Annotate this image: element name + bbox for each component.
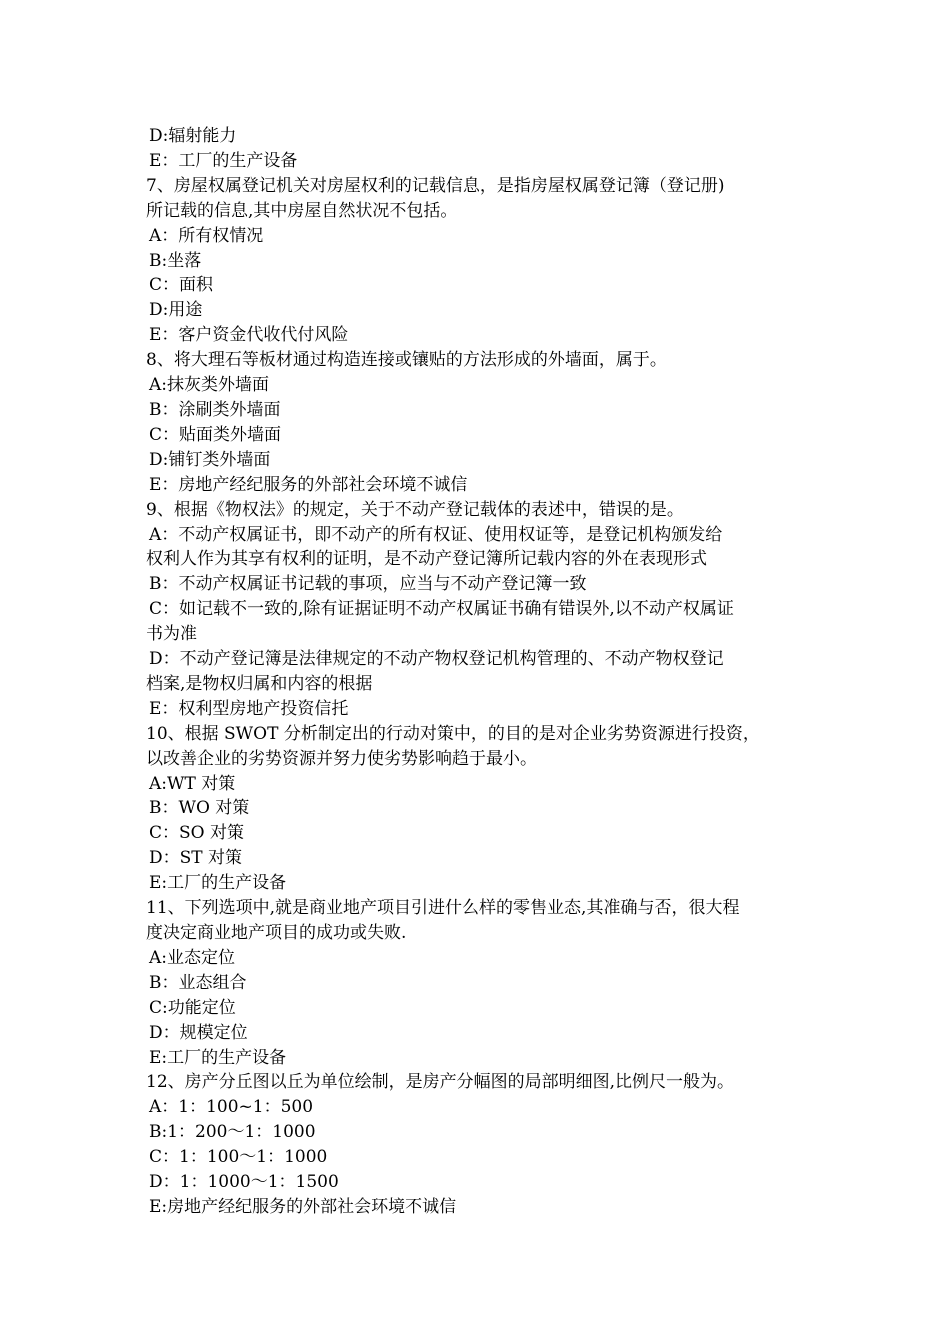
question-text-line: 9、根据《物权法》的规定，关于不动产登记载体的表述中，错误的是。: [146, 499, 684, 520]
answer-option-line: D：ST 对策: [149, 848, 243, 869]
answer-option-line: A:业态定位: [149, 947, 236, 968]
question-text-line: 以改善企业的劣势资源并努力使劣势影响趋于最小。: [146, 748, 537, 769]
question-text-line: 7、房屋权属登记机关对房屋权利的记载信息，是指房屋权属登记簿（登记册): [146, 175, 725, 196]
answer-option-line: E：工厂的生产设备: [149, 150, 298, 171]
answer-option-line: B：不动产权属证书记载的事项，应当与不动产登记簿一致: [149, 574, 587, 595]
answer-option-line: E:工厂的生产设备: [149, 1047, 287, 1068]
answer-option-line: D：1：1000～1：1500: [149, 1172, 339, 1193]
answer-option-line: A:抹灰类外墙面: [149, 375, 270, 396]
question-text-line: 度决定商业地产项目的成功或失败.: [146, 923, 407, 943]
answer-option-line: A：不动产权属证书，即不动产的所有权证、使用权证等，是登记机构颁发给: [149, 524, 723, 545]
answer-option-line: A：所有权情况: [149, 225, 264, 246]
answer-option-line: D：规模定位: [149, 1022, 248, 1043]
answer-option-line: B:1：200～1：1000: [149, 1122, 316, 1143]
answer-option-line: A:WT 对策: [149, 773, 236, 794]
answer-option-line: E：权利型房地产投资信托: [149, 698, 349, 719]
answer-option-line: B:坐落: [149, 250, 202, 271]
answer-option-line: C：如记载不一致的,除有证据证明不动产权属证书确有错误外,以不动产权属证: [149, 599, 734, 620]
answer-option-line: B：涂刷类外墙面: [149, 399, 281, 420]
answer-option-line: B：WO 对策: [149, 798, 250, 819]
question-text-line: 书为准: [146, 624, 197, 645]
answer-option-line: B：业态组合: [149, 972, 247, 993]
answer-option-line: C：1：100～1：1000: [149, 1147, 328, 1168]
answer-option-line: D：不动产登记簿是法律规定的不动产物权登记机构管理的、不动产物权登记: [149, 649, 724, 670]
answer-option-line: D:铺钉类外墙面: [149, 449, 271, 470]
answer-option-line: C：面积: [149, 275, 214, 296]
question-text-line: 所记载的信息,其中房屋自然状况不包括。: [146, 200, 458, 221]
answer-option-line: C:功能定位: [149, 997, 236, 1018]
answer-option-line: C：SO 对策: [149, 823, 244, 844]
answer-option-line: A：1：100~1：500: [149, 1097, 314, 1118]
document-page: [146, 124, 814, 1220]
answer-option-line: D:辐射能力: [149, 126, 237, 146]
answer-option-line: C：贴面类外墙面: [149, 424, 282, 445]
answer-option-line: E:工厂的生产设备: [149, 873, 287, 894]
question-text-line: 12、房产分丘图以丘为单位绘制，是房产分幅图的局部明细图,比例尺一般为。: [146, 1072, 735, 1093]
question-text-line: 8、将大理石等板材通过构造连接或镶贴的方法形成的外墙面，属于。: [146, 350, 667, 371]
question-text-line: 权利人作为其享有权利的证明，是不动产登记簿所记载内容的外在表现形式: [146, 549, 707, 570]
answer-option-line: E：客户资金代收代付风险: [149, 325, 349, 346]
question-text-line: 10、根据 SWOT 分析制定出的行动对策中，的目的是对企业劣势资源进行投资，: [146, 723, 760, 744]
answer-option-line: E:房地产经纪服务的外部社会环境不诚信: [149, 1196, 457, 1217]
answer-option-line: D:用途: [149, 300, 203, 321]
question-text-line: 档案,是物权归属和内容的根据: [146, 673, 373, 694]
answer-option-line: E：房地产经纪服务的外部社会环境不诚信: [149, 474, 468, 495]
question-text-line: 11、下列选项中,就是商业地产项目引进什么样的零售业态,其准确与否，很大程: [146, 898, 740, 919]
